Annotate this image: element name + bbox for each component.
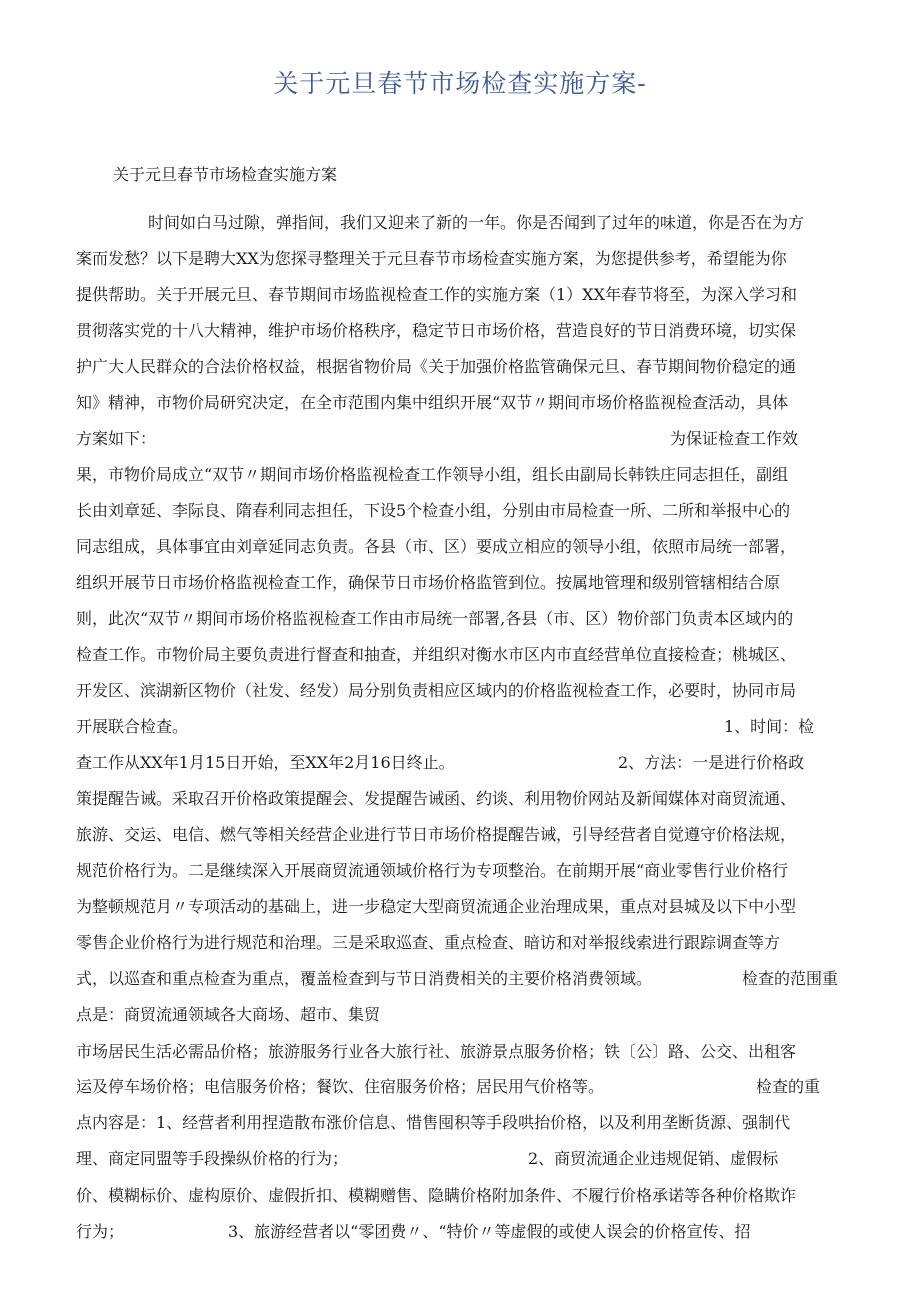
body-text: 组织开展节日市场价格监视检查工作，确保节日市场价格监管到位。按属地管理和级别管辖相结合原 <box>76 573 781 592</box>
body-text: 点是：商贸流通领域各大商场、超市、集贸 <box>76 1005 381 1024</box>
body-text: 点内容是：1、经营者利用捏造散布涨价信息、惜售囤积等手段哄抬价格，以及利用垄断货源、强制代 <box>76 1113 791 1132</box>
body-text-segment: 检查的重 <box>756 1077 821 1096</box>
body-text: 案而发愁？以下是聘大XX为您探寻整理关于元旦春节市场检查实施方案，为您提供参考，希望能为你 <box>76 249 787 268</box>
document-title: 关于元旦春节市场检查实施方案- <box>273 69 647 98</box>
body-text: 方案如下： <box>76 429 157 448</box>
body-text: 式，以巡查和重点检查为重点，覆盖检查到与节日消费相关的主要价格消费领域。 <box>76 969 653 988</box>
body-text-segment: 为保证检查工作效 <box>670 429 799 448</box>
body-text: 知》精神，市物价局研究决定，在全市范围内集中组织开展“双节〃期间市场价格监视检查活动，具体 <box>76 393 789 412</box>
document-subtitle: 关于元旦春节市场检查实施方案 <box>113 165 338 184</box>
body-text: 开发区、滨湖新区物价（社发、经发）局分别负责相应区域内的价格监视检查工作，必要时，协同市局 <box>76 681 797 700</box>
body-text-segment: 2、方法：一是进行价格政 <box>618 753 805 772</box>
body-text: 提供帮助。关于开展元旦、春节期间市场监视检查工作的实施方案（1）XX年春节将至，为深入学习和 <box>76 285 797 304</box>
body-text: 规范价格行为。二是继续深入开展商贸流通领域价格行为专项整治。在前期开展“商业零售行业价格行 <box>76 861 789 880</box>
body-text: 开展联合检查。 <box>76 717 189 736</box>
body-text-segment: 1、时间：检 <box>724 717 815 736</box>
body-text: 同志组成，具体事宜由刘章延同志负责。各县（市、区）要成立相应的领导小组，依照市局统一部署， <box>76 537 797 556</box>
body-text-segment: 检查的范围重 <box>742 969 839 988</box>
body-text: 行为； <box>76 1222 125 1241</box>
body-text: 价、模糊标价、虚构原价、虚假折扣、模糊赠售、隐瞒价格附加条件、不履行价格承诺等各种价格欺诈 <box>76 1186 797 1205</box>
body-text: 时间如白马过隙，弹指间，我们又迎来了新的一年。你是否闻到了过年的味道，你是否在为方 <box>148 213 805 232</box>
body-text: 贯彻落实党的十八大精神，维护市场价格秩序，稳定节日市场价格，营造良好的节日消费环境，切实保 <box>76 321 797 340</box>
body-text: 市场居民生活必需品价格；旅游服务行业各大旅行社、旅游景点服务价格；铁〔公〕路、公交、出租客 <box>76 1042 797 1061</box>
body-text-segment: 2、商贸流通企业违规促销、虚假标 <box>528 1149 779 1168</box>
body-text: 检查工作。市物价局主要负责进行督查和抽查，并组织对衡水市区内市直经营单位直接检查；桃城区、 <box>76 645 797 664</box>
body-text: 护广大人民群众的合法价格权益，根据省物价局《关于加强价格监管确保元旦、春节期间物价稳定的通 <box>76 357 797 376</box>
body-text: 查工作从XX年1月15日开始，至XX年2月16日终止。 <box>76 753 455 772</box>
body-text: 零售企业价格行为进行规范和治理。三是采取巡查、重点检查、暗访和对举报线索进行跟踪调查等方 <box>76 933 781 952</box>
body-text: 旅游、交运、电信、燃气等相关经营企业进行节日市场价格提醒告诫，引导经营者自觉遵守价格法规， <box>76 825 797 844</box>
body-text: 则，此次“双节〃期间市场价格监视检查工作由市局统一部署,各县（市、区）物价部门负责本区域内的 <box>76 609 794 628</box>
body-text: 运及停车场价格；电信服务价格；餐饮、住宿服务价格；居民用气价格等。 <box>76 1077 605 1096</box>
body-text: 为整顿规范月〃专项活动的基础上，进一步稳定大型商贸流通企业治理成果，重点对县城及以下中小型 <box>76 897 797 916</box>
body-text: 果，市物价局成立“双节〃期间市场价格监视检查工作领导小组，组长由副局长韩铁庄同志担任，副组 <box>76 465 789 484</box>
body-text-segment: 3、旅游经营者以“零团费〃、“特价〃等虚假的或使人误会的价格宣传、招 <box>228 1222 751 1241</box>
body-text: 理、商定同盟等手段操纵价格的行为； <box>76 1149 349 1168</box>
body-text: 策提醒告诫。采取召开价格政策提醒会、发提醒告诫函、约谈、利用物价网站及新闻媒体对商贸流通、 <box>76 789 797 808</box>
body-text: 长由刘章延、李际良、隋春利同志担任，下设5个检查小组，分别由市局检查一所、二所和举报中心的 <box>76 501 791 520</box>
